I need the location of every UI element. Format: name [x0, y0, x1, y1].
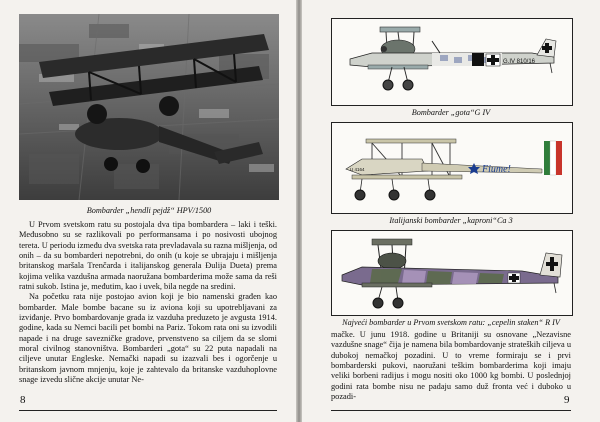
caproni-marking: Fiume! — [482, 164, 511, 175]
gotha-marking: G.IV 810/16 — [503, 59, 536, 65]
caproni-serial: U 4164 — [350, 167, 365, 172]
plate-zeppelin-staken — [331, 230, 573, 316]
photo-caption: Bombarder „hendli pejdž“ HPV/1500 — [86, 206, 212, 215]
plate-caption-caproni: Italijanski bombarder „kaproni“Ca 3 — [389, 216, 513, 225]
right-page-body — [331, 330, 571, 402]
caproni-illustration — [332, 123, 572, 213]
page-number-right: 9 — [564, 394, 570, 406]
left-page — [0, 0, 296, 422]
gotha-illustration — [332, 19, 572, 105]
iron-cross-fuselage — [486, 54, 500, 66]
plate-gotha — [331, 18, 573, 106]
paragraph-2: Na početku rata nije postojao avion koji je bio namenski građen kao bombarder. Male bombe bacane su iz aviona koji su upotrebljavani za izviđanje. Prvo bombardovanje grada iz vazduha preduzeto je avgusta 1914. godine, kada su Nemci bacili pet bombi na Pariz. Tokom rata oni su izvodili napade i na druge savezničke gradove, prvenstveno sa ciljem da se slomi moral civilnog stanovništva. Bombarderi „gota“ su 22 puta napadali na ciljeve unutar Engleske. Nemački napadi su izazvali bes i ogorčenje u britanskom javnom mnjenju, koje je zahtevalo da britanske vazduhoplovne snage izvedu slične akcije unutar Ne- — [19, 292, 277, 385]
page-number-left: 8 — [20, 394, 26, 406]
staken-illustration — [332, 231, 572, 315]
footer-rule-left — [19, 410, 277, 411]
caproni-star — [468, 163, 480, 174]
left-page-body — [19, 220, 277, 386]
right-page — [302, 0, 600, 422]
paragraph-continued: mačke. U junu 1918. godine u Britaniji su osnovane „Nezavisne vazdušne snage“ čija je namena bila bombardovanje strateških ciljeva u dubokoj nemačkoj pozadini. U to vreme formiraju se i prvi bombarderski pukovi, naoružani teškim bombarderima koji imaju veliki borbeni radijus i mogu nositi oko 1000 kg bombi. U poslednjoj godini rata bombe nisu ne padaju samo duž fronta već i duboko u pozadi- — [331, 330, 571, 402]
bomber-photo — [19, 14, 279, 200]
iron-cross-fuselage-staken — [508, 273, 520, 283]
paragraph-1: U Prvom svetskom ratu su postojala dva tipa bombardera – laki i teški. Međusobno su se razlikovali po performansama i po nosivosti ubojnog tereta. U periodu između dva svetska rata prevladavala su razna mišljenja, od onih – da su bombarderi nepotrebni, do onih (u koje se ubrajaju i mišljenja britanskog maršala Trenčarda i italijanskog generala Đulija Dueta) prema kojima velika vazdušna armada naoružana bombarderima može sama da reši ratni sukob. Istina je, međutim, kao i uvek, bila negde na sredini. — [19, 220, 277, 292]
footer-rule-right — [331, 410, 571, 411]
plate-caption-staken: Najveći bombarder u Prvom svetskom ratu: „cepelin staken“ R IV — [342, 318, 560, 327]
plate-caption-gotha: Bombarder „gota“G IV — [411, 108, 491, 117]
plate-caproni — [331, 122, 573, 214]
italian-rudder — [544, 141, 562, 175]
